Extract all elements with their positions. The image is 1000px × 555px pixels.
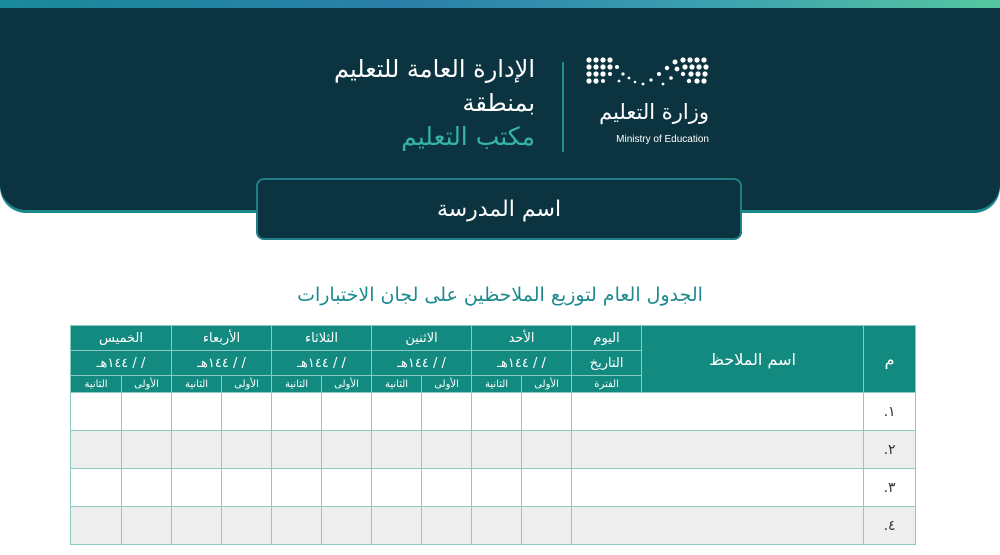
date-cell: / / ١٤٤هـ	[372, 351, 472, 376]
logo-arabic-text: وزارة التعليم	[599, 100, 709, 124]
heading-line-3: مكتب التعليم	[401, 122, 535, 151]
table-row	[71, 393, 916, 431]
col-number-header: م	[864, 326, 916, 393]
school-name-box	[256, 178, 742, 240]
row-number: ١.	[864, 393, 916, 431]
day-sunday: الأحد	[472, 326, 572, 351]
page-title: الجدول العام لتوزيع الملاحظين على لجان الاختبارات	[297, 284, 703, 306]
table-row	[71, 431, 916, 469]
period-first: الأولى	[222, 376, 272, 393]
label-period: الفترة	[572, 376, 642, 393]
day-monday: الاثنين	[372, 326, 472, 351]
heading-line-2: بمنطقة	[462, 89, 535, 117]
period-first: الأولى	[422, 376, 472, 393]
header-divider	[562, 62, 564, 152]
observer-name-cell[interactable]	[572, 507, 864, 545]
period-first: الأولى	[122, 376, 172, 393]
date-cell: / / ١٤٤هـ	[472, 351, 572, 376]
day-tuesday: الثلاثاء	[272, 326, 372, 351]
observer-name-cell[interactable]	[572, 393, 864, 431]
observer-schedule-table	[70, 325, 916, 545]
period-second: الثانية	[372, 376, 422, 393]
day-thursday: الخميس	[71, 326, 172, 351]
table-row	[71, 507, 916, 545]
ministry-logo	[574, 54, 709, 154]
dots-logo-icon	[579, 54, 709, 94]
period-second: الثانية	[472, 376, 522, 393]
ministry-heading	[334, 52, 535, 154]
period-first: الأولى	[322, 376, 372, 393]
date-cell: / / ١٤٤هـ	[272, 351, 372, 376]
period-second: الثانية	[272, 376, 322, 393]
school-name: اسم المدرسة	[436, 196, 562, 222]
period-first: الأولى	[522, 376, 572, 393]
row-number: ٣.	[864, 469, 916, 507]
label-date: التاريخ	[572, 351, 642, 376]
period-second: الثانية	[172, 376, 222, 393]
logo-english-text: Ministry of Education	[616, 134, 709, 145]
period-second: الثانية	[71, 376, 122, 393]
table-row	[71, 469, 916, 507]
row-number: ٤.	[864, 507, 916, 545]
date-cell: / / ١٤٤هـ	[71, 351, 172, 376]
day-wednesday: الأربعاء	[172, 326, 272, 351]
date-cell: / / ١٤٤هـ	[172, 351, 272, 376]
observer-name-cell[interactable]	[572, 469, 864, 507]
row-number: ٢.	[864, 431, 916, 469]
col-observer-header: اسم الملاحظ	[642, 326, 864, 393]
label-day: اليوم	[572, 326, 642, 351]
observer-name-cell[interactable]	[572, 431, 864, 469]
heading-line-1: الإدارة العامة للتعليم	[334, 55, 535, 83]
